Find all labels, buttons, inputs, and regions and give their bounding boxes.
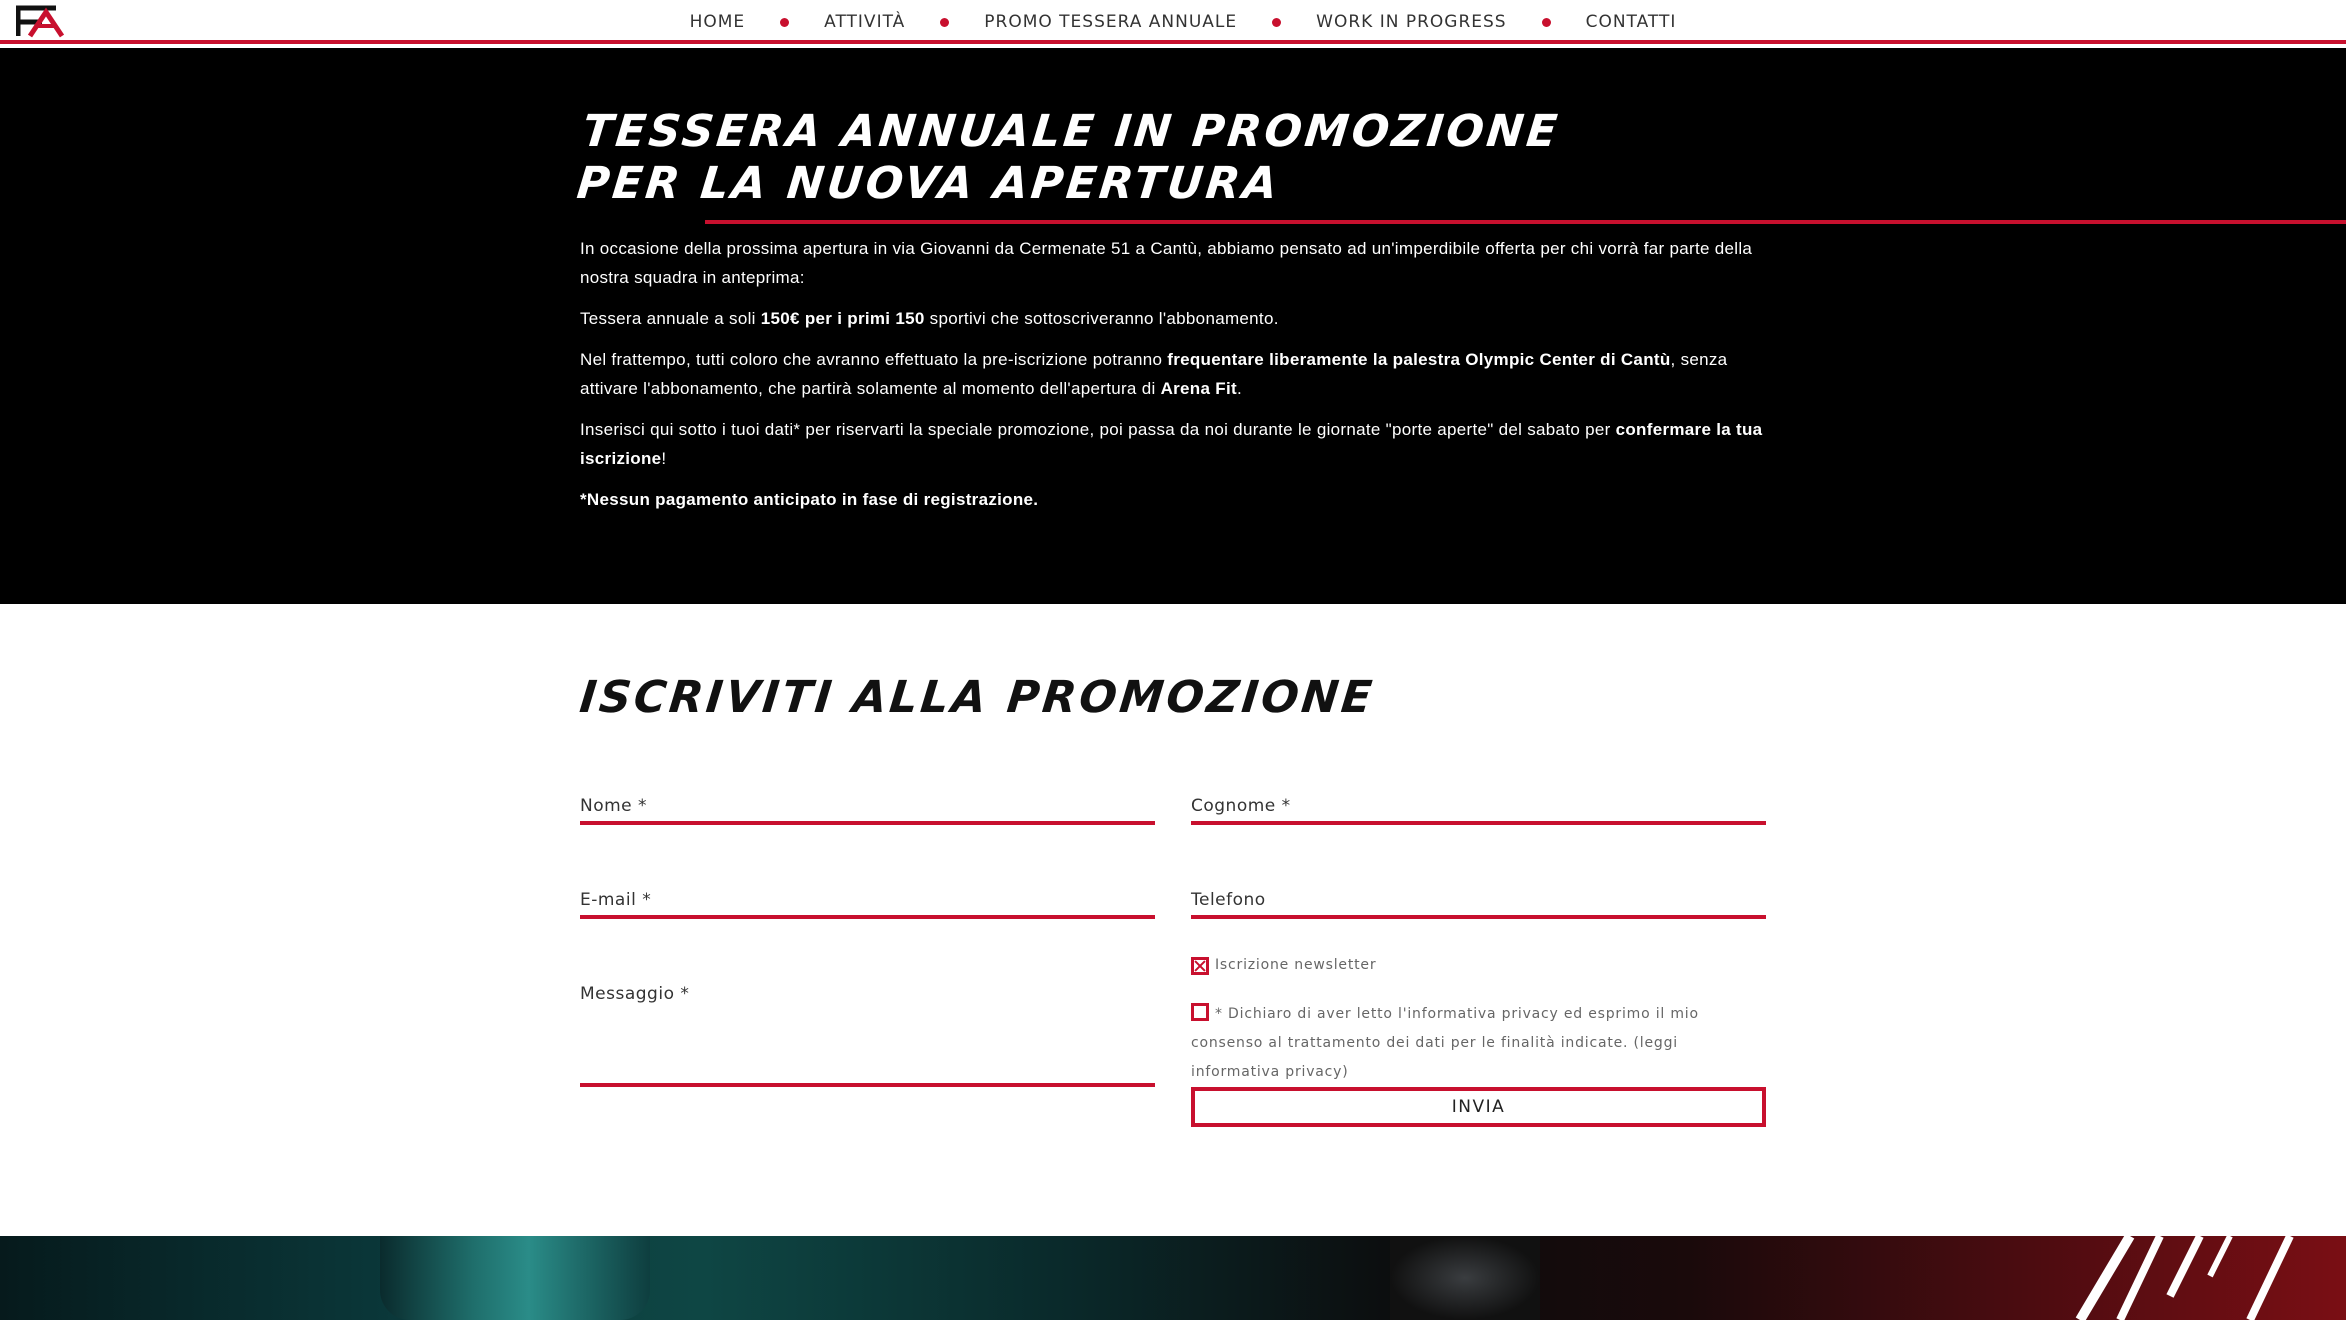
separator-dot <box>1272 18 1281 27</box>
hero-paragraph-2: Tessera annuale a soli 150€ per i primi 150 sportivi che sottoscriveranno l'abbonamento. <box>580 309 1279 328</box>
hero-paragraph-5: *Nessun pagamento anticipato in fase di registrazione. <box>580 490 1039 509</box>
claw-marks-graphic <box>2060 1236 2346 1320</box>
hero-paragraph-3: Nel frattempo, tutti coloro che avranno effettuato la pre-iscrizione potranno frequentare liberamente la palestra Olympic Center di Cantù, senza attivare l'abbonamento, che partirà solamente al momento dell'apertura di Arena Fit. <box>580 350 1728 398</box>
privacy-checkbox[interactable] <box>1191 1003 1209 1021</box>
hero-paragraph-4: Inserisci qui sotto i tuoi dati* per riservarti la speciale promozione, poi passa da noi durante le giornate "porte aperte" del sabato per confermare la tua iscrizione! <box>580 420 1763 468</box>
newsletter-row <box>1191 951 1766 980</box>
email-label: E-mail * <box>580 890 652 910</box>
separator-dot <box>780 18 789 27</box>
nav-home[interactable]: HOME <box>689 12 746 32</box>
hero-divider <box>705 220 2346 224</box>
top-navigation <box>0 0 2346 44</box>
submit-button[interactable]: INVIA <box>1191 1087 1766 1127</box>
hero-body <box>580 234 1780 526</box>
hero-title <box>575 106 1563 210</box>
nome-field[interactable] <box>580 796 1155 825</box>
email-field[interactable] <box>580 890 1155 919</box>
hero-section <box>0 48 2346 604</box>
bottom-banner-image <box>0 1236 2346 1320</box>
newsletter-checkbox[interactable] <box>1191 957 1209 975</box>
messaggio-label: Messaggio * <box>580 984 690 1004</box>
privacy-label: * Dichiaro di aver letto l'informativa privacy ed esprimo il mio consenso al trattamento dei dati per le finalità indicate. (leggi informativa privacy) <box>1191 1000 1766 1087</box>
newsletter-label: Iscrizione newsletter <box>1215 957 1377 973</box>
form-title: ISCRIVITI ALLA PROMOZIONE <box>577 672 1378 723</box>
nav-contatti[interactable]: CONTATTI <box>1585 12 1677 32</box>
nome-label: Nome * <box>580 796 648 816</box>
hero-title-line1: TESSERA ANNUALE IN PROMOZIONE <box>580 106 1563 157</box>
hero-paragraph-1: In occasione della prossima apertura in via Giovanni da Cermenate 51 a Cantù, abbiamo pensato ad un'imperdibile offerta per chi vorrà far parte della nostra squadra in anteprima: <box>580 239 1753 287</box>
nav-work-in-progress[interactable]: WORK IN PROGRESS <box>1316 12 1507 32</box>
nav-promo-tessera[interactable]: PROMO TESSERA ANNUALE <box>984 12 1238 32</box>
privacy-row <box>1191 1000 1766 1087</box>
messaggio-field[interactable] <box>580 984 1155 1087</box>
separator-dot <box>940 18 949 27</box>
telefono-label: Telefono <box>1191 890 1266 910</box>
nav-attivita[interactable]: ATTIVITÀ <box>824 12 906 32</box>
hero-title-line2: PER LA NUOVA APERTURA <box>574 158 1283 209</box>
cognome-label: Cognome * <box>1191 796 1291 816</box>
punching-bag-image <box>380 1236 650 1320</box>
main-menu <box>0 0 2346 44</box>
telefono-field[interactable] <box>1191 890 1766 919</box>
cognome-field[interactable] <box>1191 796 1766 825</box>
separator-dot <box>1542 18 1551 27</box>
athlete-image <box>1390 1236 1540 1320</box>
